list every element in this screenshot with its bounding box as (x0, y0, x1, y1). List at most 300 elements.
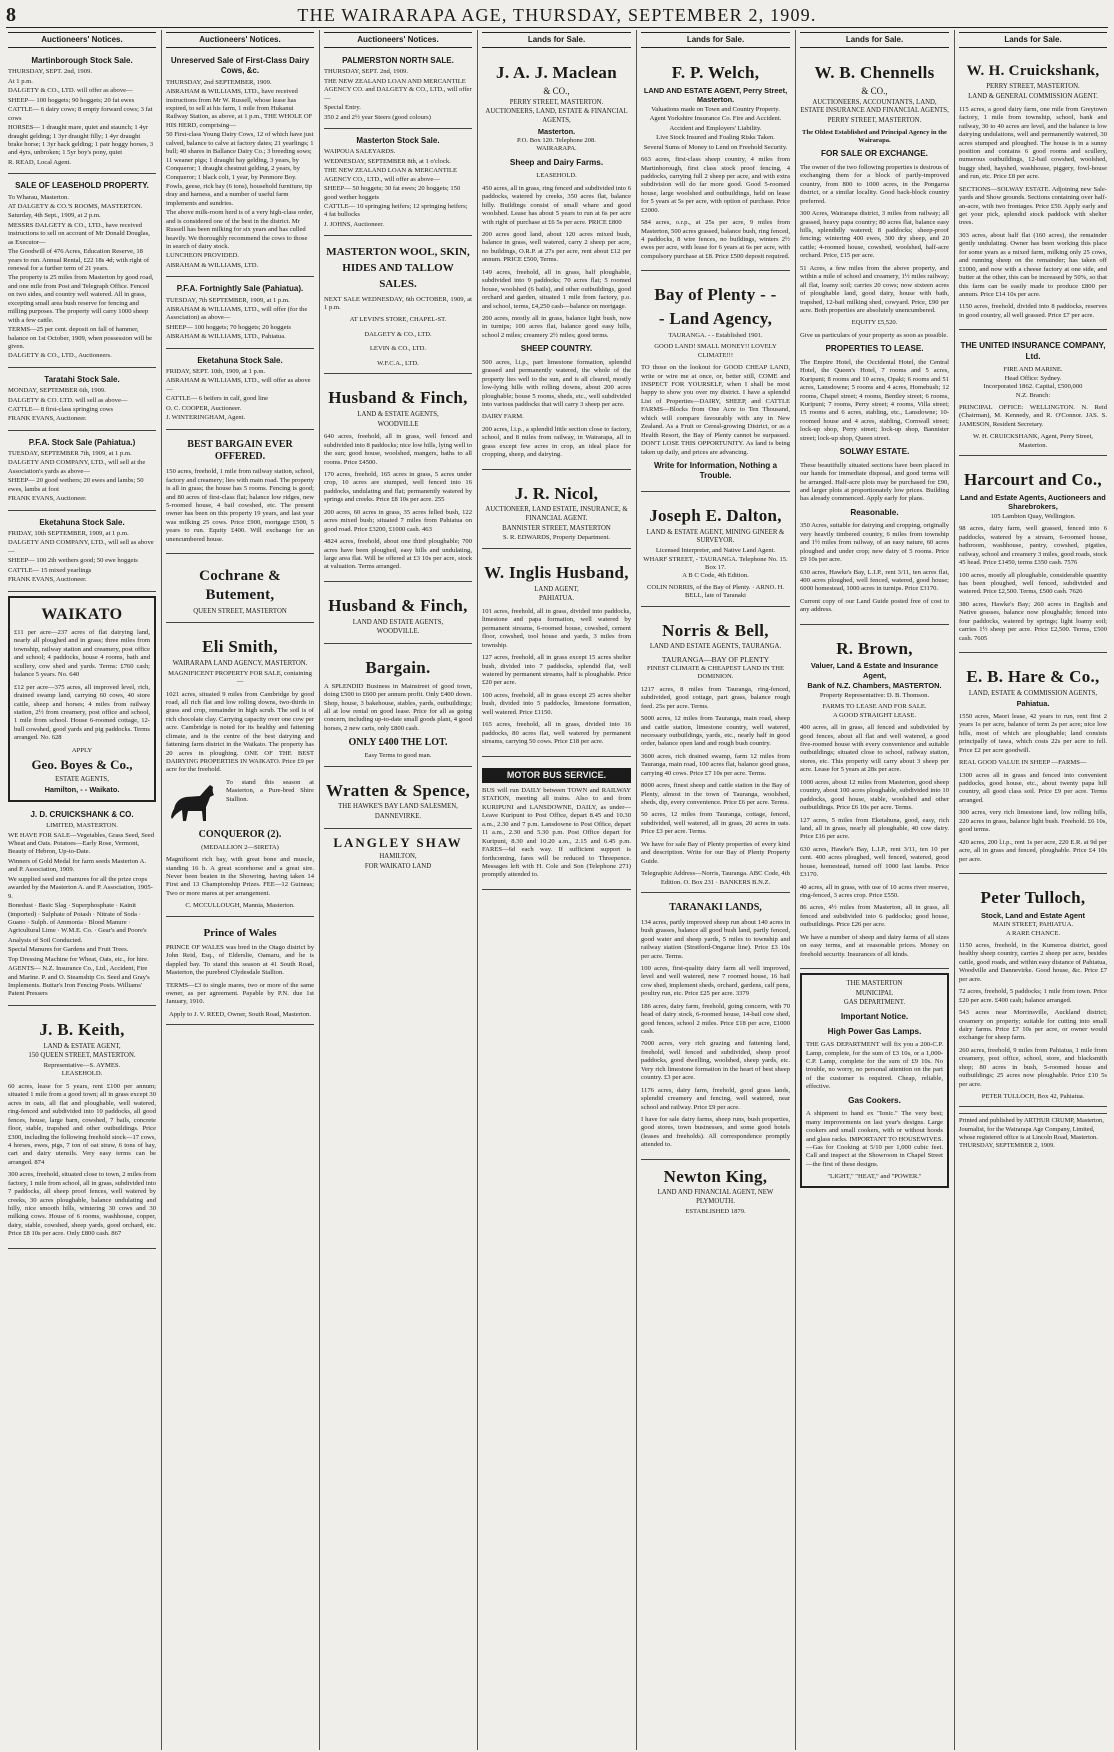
tulloch-ad (959, 877, 1107, 1108)
cruickshank-title: W. H. Cruickshank, (966, 63, 1100, 80)
property-listing: 350 Acres, suitable for dairying and cropping, originally very heavily timbered country, 6 miles from township and 1½ miles from railway, of an easy nature, 60 acres ploughed and under crop; new dairy of 5 rooms. Price £9 10s per acre. (800, 522, 949, 564)
auction-notice-line: MONDAY, SEPTEMBER 6th, 1909. (8, 387, 106, 395)
inglis-sub: LAND AGENT, (534, 585, 579, 593)
gas-head: THE MASTERTON (846, 980, 903, 988)
gas-text: THE GAS DEPARTMENT will fix you a 200-C.P. Lamp, complete, for the sum of £3 10s, or a 1,000-C.P. Lamp, complete for the sum of £9 10s. No trouble, no worry, no personal attention on the part of the customer is required. Cheap, reliable, effective. (806, 1041, 943, 1091)
prince-head: Prince of Wales (203, 926, 277, 939)
property-listing: 1150 acres, freehold, divided into 8 paddocks, reserves in good country, all well grassed. Price £7 per acre. (959, 303, 1107, 319)
waikato-firm-sub: ESTATE AGENTS, (55, 775, 109, 783)
langley-place: FOR WAIKATO LAND (364, 862, 432, 870)
auction-notice-line: FRIDAY, 10th SEPTEMBER, 1909, at 1 p.m. (8, 529, 129, 537)
wool-head-2: HIDES AND TALLOW (342, 262, 454, 275)
welch-service-line: Several Sums of Money to Lend on Freehold Security. (643, 143, 788, 151)
unreserved-line: ABRAHAM & WILLIAMS, LTD. (166, 261, 259, 269)
norris-bell-tag-2: FINEST CLIMATE & CHEAPEST LAND IN THE DOMINION. (646, 664, 784, 681)
chennells-section-4: Reasonable. (850, 507, 899, 517)
newspaper-title: THE WAIRARAPA AGE, THURSDAY, SEPTEMBER 2, 1909. (297, 4, 817, 25)
property-listing: 165 acres, freehold, all in grass, divided into 16 paddocks, 80 acres flat, well watered by permanent streams, carrying 50 cows. Price £18 per acre. (482, 721, 631, 746)
wratten-place: DANNEVIRKE. (374, 812, 422, 820)
keith-rep: Representative—S. AYMES. (43, 1062, 121, 1070)
bay-of-plenty-ad (641, 274, 790, 492)
property-listing: 303 acres, about half flat (160 acres), the remainder gently undulating. Owner has been working this place for some years as a mixed farm, milking only 25 cows, and running sheep on the remainder; has taken off £1000, and now with a cheese factory at one side, and butter at the other, this can be increased by 50%, so that this farm can be easily made to produce £800 per annum. Price £14 10s per acre. (959, 231, 1107, 298)
united-title: THE UNITED INSURANCE COMPANY, Ltd. (960, 341, 1106, 361)
keith-label: LEASEHOLD. (61, 1070, 103, 1078)
property-listing: 200 acres, l.i.p., a splendid little section close to factory, school, and 8 miles from railway, in Wairarapa, all in grass except few acres in crop, an ideal place for cropping, sheep, and dairying. (482, 425, 631, 459)
tulloch-place: MAIN STREET, PAHIATUA. (992, 921, 1074, 929)
property-listing: 7000 acres, very rich grazing and fattening land, freehold, well fenced and subdivided, sheep proof paddocks, good dwelling, woolshed, sheep yards, etc. Very rich limestone formation in the heart of best sheep country. £3 per acre. (641, 1040, 790, 1082)
palmerston-line: THE NEW ZEALAND LOAN AND MERCANTILE AGENCY CO. and DALGETY & CO., LTD., will offer— (324, 77, 472, 102)
wratten-ad (324, 770, 472, 829)
palmerston-line: THURSDAY, SEPT. 2nd, 1909. (324, 68, 408, 76)
auction-notice (8, 514, 156, 592)
seed-ad-line: Bonedust · Basic Slag · Superphosphate · Kainit (imported) · Sulphate of Potash · Nitrate of Soda · Guano · Sulph. of Ammonia · Blood Manure · Agricultural Lime · W.M.E. Co. · Gear's and Poore's (8, 902, 147, 935)
property-listing: 40 acres, all in grass, with use of 10 acres river reserve, ring-fenced, 3 acres crop. Price £550. (800, 883, 949, 900)
langley-sub: HAMILTON, (379, 853, 417, 861)
section-header: Auctioneers' Notices. (324, 32, 472, 48)
property-listing: 1150 acres, freehold, in the Kumeroa district, good healthy sheep country, carries 2 sheep per acre, besides cattle, good roads, and within easy distance of Pahiatua, Woodville and Dannevirke. Good house, &c. Price £7 per acre. (959, 942, 1107, 983)
auction-notice-line: THURSDAY, SEPT. 2nd, 1909. (8, 68, 92, 76)
seed-ad-sub: LIMITED, MASTERTON. (46, 822, 118, 830)
maclean-title-2: & CO., (543, 85, 570, 96)
property-listing: 450 acres, all in grass, ring fenced and subdivided into 6 paddocks, watered by creeks, 350 acres flat, balance hilly. Buildings consist of small whare and good woolshed. Lease has about 5 years to run at 6s per acre with right of purchase at £6 5s per acre. PRICE £800 (482, 184, 631, 226)
eketahuna-line: FRIDAY, SEPT. 10th, 1909, at 1 p.m. (166, 367, 266, 375)
auction-notice (8, 52, 156, 174)
keith-listing: 60 acres, lease for 5 years, rent £100 per annum; situated 1 mile from a good town; all in grass except 30 acres in oats, all flat and ploughable, well watered, ring-fenced and subdivided into 10 paddocks, all good fences, house, large barn, cowshed, 7 bails, concrete floor, stable, trapshed and other outbuildings. Price £300, including the following freehold stock—17 cows, 4 horses, ewes, pigs, 7 ton of oat straw, 6 tons of hay, cart and dairy utensils. Very easy terms can be arranged. 874 (8, 1082, 156, 1166)
united-incorporated: Incorporated 1862. Capital, £500,000 (983, 383, 1083, 391)
property-listing: 630 acres, Hawke's Bay, L.I.P., rent 3/11, ten acres flat, 400 acres ploughed, well fenced, watered, good house; 6000 homestead, 1000 acres in turnips. Price £3170. (800, 568, 949, 593)
auction-notice-head: Martinborough Stock Sale. (31, 56, 133, 66)
maclean-place: Masterton. (537, 126, 576, 136)
section-header: Lands for Sale. (959, 32, 1107, 48)
auction-notice-head: P.F.A. Stock Sale (Pahiatua.) (28, 437, 136, 447)
imprint-text: Printed and published by ARTHUR CRUMP, Masterton, Journalist, for the Wairarapa Age Company, Limited, whose registered office is at Lincoln Road, Masterton. (959, 1117, 1104, 1141)
property-listing: 100 acres, first-quality dairy farm all well improved, level and well watered, new 7 roomed house, 16 bail cow shed, implement sheds, orchard, gardens, calf pens, poultry run, etc. Price £25 per acre. 3379 (641, 964, 790, 998)
bop-title: Bay of Plenty - - (654, 285, 777, 305)
property-listing: 630 acres, Hawke's Bay, L.I.P., rent 3/11, ten 10 per cent. 400 acres ploughed, well fenced, watered, good house, homestead, turned off 1000 last lambs. Price £3170. (800, 845, 949, 879)
seed-ad-line: AGENTS— N.Z. Insurance Co., Ltd., Accident, Fire and Marine. P. and O. Steamship Co. Seed and Gray's Implements. Buttar's Iron Fencing Posts. Williams' Patent Pressers (8, 965, 150, 998)
chennells-title-2: & CO., (861, 85, 888, 96)
horse-owner: C. MCCULLOUGH, Mannia, Masterton. (185, 902, 295, 910)
wool-firm: LEVIN & CO., LTD. (369, 345, 427, 353)
palmerston-ad (324, 52, 472, 129)
seed-ad-line: WE HAVE FOR SALE—Vegetables, Grass Seed, Seed Wheat and Oats. Potatoes—Early Rose, Vermont, Beauty of Hebron, Up-to-Date. (8, 831, 155, 856)
bop-text: TO those on the lookout for GOOD CHEAP LAND, write or wire me at once, or, better still, COME and INSPECT FOR YOURSELF, when I shall be most happy to show you over my district. I have a splendid List of Properties—DAIRY, SHEEP, and CATTLE FARMS—Blocks from One Acre to Ten Thousand, which will compare favourably with any in New Zealand. As a Fruit or Cereal-growing District, or as a Health Resort, the Bay of Plenty cannot be surpassed. DON'T LOSE THIS OPPORTUNITY. As land is being taken up daily, and prices are advancing. (641, 364, 790, 456)
property-listing: 51 Acres, a few miles from the above property, and within a mile of school and creamery, 1½ miles railway; all flat, loamy soil; carries 20 cows; now sixteen acres of ploughable land, good dairy, house with bath, trapshed, 12-bail milking shed, cowyard. Price, £90 per acre. Both properties are absolutely unencumbered. (800, 264, 949, 314)
horse-caption: To stand this season at Masterton, a Pure-bred Shire Stallion. (226, 778, 314, 803)
eli-smith-sub: WAIRARAPA LAND AGENCY, MASTERTON. (172, 659, 308, 667)
property-listing: 663 acres, first-class sheep country, 4 miles from Martinborough, first class stock proof fencing, 4 paddocks, carrying full 2 sheep per acre, and with extra subdivision will do far more good. Good 5-roomed house, large woolshed and outbuildings, held on lease for 5 years at 5s per acre, with option of purchase. Price £2000. (641, 156, 790, 214)
keith-ad (8, 1009, 156, 1249)
auction-notice-line: R. READ, Local Agent. (8, 158, 71, 166)
horse-name: CONQUEROR (2). (198, 828, 282, 840)
seed-ad-line: Analysis of Soil Conducted. (8, 936, 83, 944)
auction-notice-line: SHEEP— 100 2th wethers good; 50 ewe hoggets (8, 557, 138, 565)
section-header: Lands for Sale. (482, 32, 631, 48)
hare-place: Pahiatua. (1016, 699, 1050, 709)
prince-text: PRINCE OF WALES was bred in the Otago district by John Reid, Esq., of Elderslie, Oamaru, and he is dappled bay. To stand this season at 41 South Road, Masterton, the purebred Clydesdale Stallion. (166, 943, 314, 977)
husband-finch-title: Husband & Finch, (328, 595, 468, 615)
auction-notice-line: The Goodwill of 476 Acres, Education Reserve, 18 years to run. Annual Rental, £22 18s 4d; with right of renewal for a further term of 21 years. (8, 248, 150, 273)
page-number: 8 (6, 3, 16, 26)
wool-next-sale: NEXT SALE WEDNESDAY, 6th OCTOBER, 1909, at 1 p.m. (324, 295, 472, 311)
property-listing: SECTIONS—SOLWAY ESTATE. Adjoining new Sale-yards and Show grounds. Sections containing over half-an-acre, with two frontages. Price £50. Apply early and get your pick, splendid stock paddock with shelter trees. (959, 185, 1107, 227)
hare-title: E. B. Hare & Co., (966, 667, 1100, 687)
pfa-line: TUESDAY, 7th SEPTEMBER, 1909, at 1 p.m. (166, 296, 290, 304)
column-5 (637, 30, 794, 1750)
taranaki-ad (641, 896, 790, 1160)
newton-sub: LAND AND FINANCIAL AGENT, NEW PLYMOUTH. (657, 1189, 774, 1206)
dalton-note: Licensed Interpreter, and Native Land Agent. (655, 547, 776, 555)
welch-ad (641, 52, 790, 271)
auction-notice-line: The property is 25 miles from Masterton by good road, and one mile from Post and Telegraph Office. Fenced on two sides, and country well watered. All in grass, excepting small area bush reserve for fencing and milling purposes. The property will carry 1000 sheep with a few cattle. (8, 274, 154, 324)
column-4 (478, 30, 635, 1750)
eli-smith-label: MAGNIFICENT PROPERTY FOR SALE, containing— (168, 669, 312, 686)
eli-smith-ad (166, 626, 314, 917)
brown-title: R. Brown, (836, 638, 913, 658)
bargain-text: A SPLENDID Business in Mainstreet of good town, doing £500 to £600 per annum profit. Only £400 down. Shop, house, 3 bakehouse, stables, yards, outbuildings; all at low rental on good lease. Price for all as going concern, including up-to-date small goods plant, 4 good horses, 2 new carts, only £800 cash. (324, 682, 472, 732)
husband-finch-title: Husband & Finch, (328, 388, 468, 408)
waikato-title: WAIKATO (41, 605, 123, 623)
property-listing: 100 acres, mostly all ploughable, considerable quantity has been ploughed, well fenced, subdivided and watered. Price £2,500. Terms, £500 cash. 7626 (959, 571, 1107, 596)
waikato-firm: Geo. Boyes & Co., (31, 757, 133, 773)
norris-bell-sub: LAND AND ESTATE AGENTS, TAURANGA. (649, 643, 782, 651)
cruickshank-sub-2: LAND & GENERAL COMMISSION AGENT. (968, 93, 1098, 101)
hare-ad (959, 656, 1107, 874)
welch-service-line: Valuations made on Town and Country Property. (651, 105, 780, 113)
welch-sub: LAND AND ESTATE AGENT, Perry Street, Masterton. (643, 85, 788, 105)
property-listing: 134 acres, partly improved sheep run about 140 acres in bush grasses, balance all good bush land, partly fenced, good water and sheep yards, 5 miles to township and railway station (Stratford-Ongarue line). Price £3 10s per acre. Terms. (641, 918, 790, 960)
masterton-stock-line: CATTLE— 10 springing heifers; 12 springing heifers; 4 fat bullocks (324, 202, 468, 219)
unreserved-head: Unreserved Sale of First-Class Dairy Cows, &c. (170, 56, 310, 76)
brown-sub-2: Bank of N.Z. Chambers, MASTERTON. (807, 681, 942, 691)
property-listing: 170 acres, freehold, 165 acres in grass, 5 acres under crop, 10 acres are stumped, well fenced into 16 paddocks, undulating and flat; permanently watered by springs and creeks. Price £8 10s per acre. 255 (324, 471, 472, 504)
property-listing: 4824 acres, freehold, about one third ploughable; 700 acres have been ploughed, easy hills and undulating, large area flat. Will be offered at £3 10s per acre, stock at valuation. Terms arranged. (324, 538, 472, 571)
unreserved-line: 50 First-class Young Dairy Cows, 12 of which have just calved, balance to calve at factory dates; 21 yearlings; 1 bull; 40 shares in Ballance Dairy Co.; 3 breeding sows; 11 weaner pigs; 1 draught bay gelding, 3 years, by Conqueror; 1 draught chestnut gelding, 2 years, by Conqueror; 1 black colt, 1 year, by Penmore Boy. (166, 131, 314, 181)
prince-terms: TERMS—£3 to single mares, two or more of the same owner, as per agreement. Payable by P.N. due 1st January, 1910. (166, 981, 314, 1006)
wool-head-3: SALES. (379, 278, 417, 291)
nicol-ad (482, 473, 631, 549)
dalton-code: A B C Code, 4th Edition. (682, 572, 749, 580)
newton-title: Newton King, (663, 1166, 768, 1186)
auction-notice-line: DALGETY AND COMPANY, LTD., will sell at the Association's yards as above— (8, 459, 146, 475)
masterton-stock-head: Masterton Stock Sale. (356, 136, 440, 146)
norris-bell-note: We have for sale Bay of Plenty properties of every kind and description. Write for our Bay of Plenty Property Guide. (641, 840, 790, 865)
horse-text: Magnificent rich bay, with great bone and muscle, standing 16 h. A great scorehorse and a great sire. Never been beaten in the Showring, having taken 14 First and 13 Championship Prizes. FEE—12 Guineas; Two or more mares at per arrangement. (166, 856, 314, 897)
tulloch-sub: Stock, Land and Estate Agent (980, 910, 1086, 920)
seed-ad-line: Special Manures for Gardens and Fruit Trees. (8, 946, 129, 954)
section-header: Lands for Sale. (800, 32, 949, 48)
chennells-ad (800, 52, 949, 624)
pfa-fortnightly-ad (166, 280, 314, 348)
seed-ad-line: Top Dressing Machine for Wheat, Oats, etc., for hire. (8, 955, 149, 963)
nicol-place: BANNISTER STREET, MASTERTON (502, 524, 611, 532)
keith-listing: 300 acres, freehold, situated close to town, 2 miles from factory, 1 mile from school, all in grass, subdivided into 7 paddocks, all sheep proof fences, well watered by creeks, 30 acres ploughable, balance undulating and hilly, nice smooth hills, wintering 30 cows and 30 milking cows. House of 6 rooms, washhouse, copper, dairy, stable, cowshed, sheep yards, good orchard, etc. Price £8 10s per acre. Only £800 cash. 867 (8, 1171, 156, 1238)
section-header: Lands for Sale. (641, 32, 790, 48)
cruickshank-sub: PERRY STREET, MASTERTON. (986, 83, 1080, 91)
nicol-note: S. R. EDWARDS, Property Department. (503, 534, 610, 542)
welch-service-line: Live Stock Insured and Foaling Risks Taken. (656, 134, 775, 142)
best-bargain-head: BEST BARGAIN EVER OFFERED. (187, 438, 293, 463)
section-header: Auctioneers' Notices. (8, 32, 156, 48)
palmerston-line: 350 2 and 2½ year Steers (good colours) (324, 113, 431, 121)
auction-notice-line: DALGETY & CO., LTD., Auctioneers. (8, 352, 112, 360)
property-listing: 115 acres, a good dairy farm, one mile from Greytown factory, 1 mile from township, school, bank and railway, 30 to 40 acres are level, and the balance is low dairying undulations, well and permanently watered, 30 acres stumped and ploughed. The house is in a sunny position and contains 6 good rooms and scullery, numerous outbuildings, 12-bail cowshed, woolshed, buggy shed, hayshed, washhouse, piggery, fowl-house and run, etc. Price £8 per acre. (959, 105, 1107, 181)
auction-notice-line: CATTLE— 6 dairy cows; 8 empty forward cows; 3 fat cows (8, 106, 153, 122)
masterton-stock-line: THE NEW ZEALAND LOAN & MERCANTILE AGENCY CO., LTD., will offer as above— (324, 167, 458, 183)
gas-head-3: GAS DEPARTMENT. (843, 999, 906, 1007)
property-listing: REAL GOOD VALUE IN SHEEP —FARMS— (959, 759, 1087, 767)
property-listing: 1176 acres, dairy farm, freehold, good grass lands, splendid creamery and fencing, well watered, near school and railway. Price £9 per acre. (641, 1086, 790, 1111)
chennells-text: The owner of the two following properties is desirous of exchanging them for a block of partly-improved country, from 800 to 1000 acres, in the Pongaroa district, or a similar locality. Good back-block country preferred. (800, 163, 949, 205)
chennells-solway: These beautifully situated sections have been placed in our hands for immediate disposal, and good terms will be arranged. Half-acre plots may be purchased for £90, and larger plots at proportionately low prices. Building has already commenced. Apply early for plans. (800, 461, 949, 503)
masthead (6, 4, 1108, 28)
auction-notice (8, 434, 156, 511)
welch-service-line: Agent Yorkshire Insurance Co. Fire and Accident. (649, 115, 782, 123)
chennells-equity: EQUITY £5,520. (851, 319, 898, 327)
chennells-sub: AUCTIONEERS, ACCOUNTANTS, LAND, ESTATE INSURANCE AND FINANCIAL AGENTS, (800, 98, 949, 115)
motor-bus-ad (482, 760, 631, 890)
auction-notice-line: To Wharau, Masterton. (8, 193, 69, 201)
eketahuna-line: CATTLE— 6 heifers in calf, good line (166, 395, 268, 403)
property-listing: 543 acres near Morrinsville, Auckland district; creamery on property; suitable for cutting into small dairy farms. Price £7 10s per acre, or owner would exchange for sheep farm. (959, 1009, 1107, 1042)
palmerston-head: PALMERSTON NORTH SALE. (342, 56, 454, 66)
harcourt-place: 105 Lambton Quay, Wellington. (990, 512, 1076, 520)
chennells-note-2: Current copy of our Land Guide posted free of cost to any address. (800, 597, 949, 614)
cochrane-sub: QUEEN STREET, MASTERTON (193, 607, 287, 615)
brown-tag: FARMS TO LEASE AND FOR SALE. (822, 703, 927, 711)
bop-title-2: - Land Agency, (658, 309, 773, 329)
horse-pedigree: (MEDALLION 2—SIRETA) (201, 843, 279, 851)
welch-title: F. P. Welch, (671, 63, 760, 83)
eketahuna-ad (166, 352, 314, 430)
auction-notice-line: TUESDAY, SEPTEMBER 7th, 1909, at 1 p.m. (8, 450, 132, 458)
maclean-label: LEASEHOLD. (536, 172, 577, 180)
united-agent: W. H. CRUICKSHANK, Agent, Perry Street, Masterton. (973, 433, 1093, 449)
united-head-office: Head Office: Sydney. (1004, 374, 1062, 382)
property-listing: 1000 acres, about 12 miles from Masterton, good sheep country, about 100 acres ploughable, subdivided into 10 paddocks, good house, stable, woolshed and other outbuildings. Price £6 10s per acre. Terms. (800, 778, 949, 812)
property-listing: 300 Acres, Wairarapa district, 3 miles from railway; all grassed, heavy papa country; 80 acres flat, balance easy hills, splendidly watered; 8 paddocks; sheep-proof fencing; wintering 400 ewes, 300 dry sheep, and 20 cattle; 4-roomed house, cowshed, woolshed, half-acre orchard. Price, £15 per acre. (800, 210, 949, 260)
eketahuna-line: ABRAHAM & WILLIAMS, LTD., will offer as above— (166, 377, 311, 393)
palmerston-line: Special Entry. (324, 104, 361, 112)
wool-sales-ad (324, 239, 472, 374)
bop-tag: GOOD LAND! SMALL MONEY!! LOVELY CLIMATE!!! (654, 343, 777, 359)
auction-notice-line: DALGETY & CO. LTD. will sell as above— (8, 396, 128, 404)
unreserved-line: THURSDAY, 2nd SEPTEMBER, 1909. (166, 78, 272, 86)
property-listing: 640 acres, freehold, all in grass, well fenced and subdivided into 8 paddocks; nice low hills, lying well to the sun; good house, woolshed, mangers, baths to all rooms. Price £4500. (324, 433, 472, 466)
property-listing: 100 acres, freehold, all in grass except 25 acres shelter bush, divided into 5 paddocks, limestone formation, well watered. Price £1150. (482, 691, 631, 716)
tulloch-title: Peter Tulloch, (980, 887, 1086, 907)
masterton-stock-line: WEDNESDAY, SEPTEMBER 8th, at 1 o'clock. (324, 157, 451, 165)
imprint (959, 1113, 1107, 1150)
auction-notice-line: TERMS—25 per cent. deposit on fall of hammer, balance on 1st October, 1909, when possession will be given. (8, 326, 153, 350)
property-listing: 260 acres, freehold, 9 miles from Pahiatua, 1 mile from creamery, post office, school, store, and blacksmith shop; 80 acres in bush, 5-roomed house and outbuildings; 25 acres now ploughable. Price £10 5s per acre. (959, 1046, 1107, 1088)
chennells-tag: The Oldest Established and Principal Agency in the Wairarapa. (802, 128, 947, 144)
brown-note: We have a number of sheep and dairy farms of all sizes on easy terms, and at reasonable prices. Money on freehold security. Insurances of all kinds. (800, 933, 949, 958)
auction-notice-line: DALGETY AND COMPANY, LTD., will sell as above— (8, 539, 154, 555)
dalton-title: Joseph E. Dalton, (649, 505, 782, 525)
property-listing: 584 acres, o.r.p., at 25s per acre, 9 miles from Masterton, 500 acres grassed, balance bush, ring fenced, 4 paddocks, 8 wire fences, no buildings, winters 2½ ewes per acre, with lease for 6 years at 6s per acre, with compulsory purchase at £8. Price £500 deposit required. (641, 219, 790, 260)
property-listing: 3600 acres, rich drained swamp, farm 12 miles from Tauranga, main road, 100 acres flat, balance good grass, carrying 40 cows. Price £7 10s per acre. Terms. (641, 752, 790, 777)
masterton-stock-line: SHEEP— 50 hoggets; 30 fat ewes; 20 hoggets; 150 good wether hoggets (324, 185, 461, 201)
gas-text-2: A shipment to hand ex "Ionic." The very best; many improvements on last year's designs. Large cookers and small cookers, with or without hoods and glass racks. IMPORTANT TO HOUSEWIVES.—Gas for Cooking at 5/10 per 1,000 cubic feet. Call and inspect at the Showroom in Chapel Street—the first of these designs. (806, 1110, 943, 1168)
prince-of-wales-ad (166, 920, 314, 1026)
husband-finch-sub: LAND AND ESTATE AGENTS, (352, 618, 444, 626)
prince-owner: Apply to J. V. REED, Owner, South Road, Masterton. (169, 1010, 311, 1018)
hare-sub: LAND, ESTATE & COMMISSION AGENTS, (968, 689, 1098, 697)
tulloch-tag: A RARE CHANCE. (1005, 929, 1061, 937)
auction-notice-head: SALE OF LEASEHOLD PROPERTY. (15, 181, 149, 191)
auction-notice (8, 177, 156, 368)
maclean-place-2: WAIRARAPA. (536, 145, 577, 153)
pfa-line: ABRAHAM & WILLIAMS, LTD., will offer (for the Association) as above— (166, 306, 308, 322)
brown-tag-2: A GOOD STRAIGHT LEASE. (832, 711, 917, 719)
property-listing: 101 acres, freehold, all in grass, divided into paddocks, limestone and papa formation, well watered by permanent streams, 6-roomed house, cowshed, cement floor, cowshed, tool house and yards, 3 miles from township. (482, 607, 631, 649)
cruickshank-ad (959, 52, 1107, 330)
auction-notice-line: At 1 p.m. (8, 77, 33, 85)
masterton-stock-ad (324, 132, 472, 236)
gas-label: Important Notice. (840, 1012, 909, 1022)
wool-head-1: MASTERTON WOOL, SKIN, (326, 246, 470, 259)
taranaki-head: TARANAKI LANDS, (669, 901, 762, 913)
auction-notice-line: FRANK EVANS, Auctioneer. (8, 576, 87, 584)
property-listing: 149 acres, freehold, all in grass, half ploughable, subdivided into 9 paddocks; 70 acres flat; 5 roomed house, woolshed (6 bails), and other outbuildings, good orchard and garden, situated 1 mile from factory, p.o. and school, terms, £4,250 cash—balance on mortgage. (482, 268, 631, 310)
norris-bell-title: Norris & Bell, (662, 620, 769, 640)
property-listing: 186 acres, dairy farm, freehold, going concern, with 70 head of dairy stock, 6-roomed house, 14-bail cow shed, good fences, school 2 miles. Price £18 per acre, £1000 cash. (641, 1002, 790, 1035)
nicol-title: J. R. Nicol, (514, 483, 599, 503)
property-listing: 98 acres, dairy farm, well grassed, fenced into 6 paddocks, watered by a stream, 6-roomed house, bathroom, washhouse, pantry, cowshed, pigsties, railway, school and creamery 3 miles, good roads, stock 45 head. Price £1450, terms £350 cash. 7576 (959, 525, 1107, 567)
bargain-price: ONLY £400 THE LOT. (348, 737, 448, 749)
maclean-sub: PERRY STREET, MASTERTON. (509, 98, 604, 106)
chennells-section: FOR SALE OR EXCHANGE. (821, 149, 928, 159)
wool-firm: W.F.C.A., LTD. (377, 359, 419, 367)
waikato-ad (8, 596, 156, 802)
property-listing: 380 acres, Hawke's Bay; 260 acres in English and Native grasses, balance now ploughable; fenced into four paddocks, watered by springs; light loamy soil; carries 1½ sheep per acre. Price £2,500. Terms, £500 cash. 7605 (959, 600, 1107, 642)
property-listing: 50 acres, 12 miles from Tauranga, cottage, fenced, subdivided, well watered, all in grass, 20 acres in oats. Price £3 per acre. Terms. (641, 811, 790, 836)
cochrane-ad (166, 557, 314, 623)
wratten-title: Wratten & Spence, (325, 780, 471, 800)
keith-address: 150 QUEEN STREET, MASTERTON. (28, 1052, 136, 1060)
property-listing: 72 acres, freehold, 5 paddocks; 1 mile from town. Price £20 per acre. £400 cash; balance arranged. (959, 988, 1107, 1004)
dalton-address: WHARF STREET, - TAURANGA. Telephone No. 15. Box 17. (643, 555, 788, 571)
norris-bell-contact: Telegraphic Address—Norris, Tauranga. ABC Code, 4th Edition. O. Box 231 · BANKERS B.N.Z. (641, 870, 790, 886)
keith-sub: LAND & ESTATE AGENT, (43, 1042, 121, 1050)
gas-department-ad (800, 973, 949, 1188)
husband-finch-place: WOODVILLE (377, 420, 419, 428)
motor-bus-text: BUS will run DAILY between TOWN and RAILWAY STATION, meeting all trains. Also to and from KURIPUNI and LANSDOWNE, DAILY, as under—Leave Kuripuni to Post Office, depart 8.45 and 10.30 a.m., 2.30 and 7 p.m. Lansdowne to Post Office, depart 11 a.m., 2.30 and 5.30 p.m. Post Office depart for Kuripuni, 8.30 and 10.20 a.m., 2.15 and 6.45 p.m. FARES—6d each way. If sufficient support is forthcoming, fares will be reduced to Threepence. Messages left with H. Cole and Son (Telephone 271) promptly attended to. (482, 787, 631, 879)
unreserved-line: Fowls, geese, rick bay (6 tons), household furniture, tip dray and harness, and a number of useful farm implements and sundries. (166, 182, 313, 207)
bargain-title: Bargain. (365, 657, 431, 677)
united-branch: N.Z. Branch: (1015, 391, 1051, 399)
nicol-sub: AUCTIONEER, LAND ESTATE, INSURANCE, & FINANCIAL AGENT. (485, 506, 628, 523)
seed-ad-line: We supplied seed and manures for all the prize crops awarded by the Masterton A. and P. Association, 1905-9. (8, 875, 153, 900)
harcourt-ad (959, 459, 1107, 653)
united-sub: FIRE AND MARINE. (1003, 366, 1063, 374)
property-listing: 86 acres, 4½ miles from Masterton, all in grass, all fenced and subdivided into 6 paddocks; good house, outbuildings. Price £26 per acre. (800, 904, 949, 929)
husband-finch-ad (324, 377, 472, 582)
cruickshank-seed-ad (8, 806, 156, 1006)
gas-label-2: High Power Gas Lamps. (827, 1026, 922, 1036)
waikato-apply: APPLY (71, 746, 93, 754)
property-listing: 500 acres, l.i.p., part limestone formation, splendid grassed and permanently watered, the whole of the property lies well to the sun, and is all cleared, mostly low-lying hills with rolling downs, about 200 acres ploughable; house 5 rooms, sheds, etc., well subdivided into various paddocks that will carry 3 sheep per acre. (482, 358, 631, 408)
auction-notice-line: HORSES— 1 draught mare, quiet and staunch; 1 4yr draught gelding; 1 3yr draught filly; 1 4yr draught brake horse; 1 3yr hack gelding; 1 pair hoggy horses, 3 and 4yrs, unbroken; 1 5yr boy's pony, quiet (8, 124, 154, 157)
taranaki-note: I have for sale dairy farms, sheep runs, bush properties, good stores, town businesses, and some good hotels (leases and freeholds). All correspondence promptly attended to. (641, 1115, 790, 1149)
maclean-sub-2: AUCTIONEERS, LAND, ESTATE & FINANCIAL AGENTS, (485, 108, 628, 124)
best-bargain-text: 150 acres, freehold, 1 mile from railway station, school, factory and creamery; lies with main road. The property is all in grass; the house has 5 rooms. Fencing is good; and 80 acres of first-class flat; balance low ridges, new 5-roomed house, 4 bail cowshed, etc. The present owner has been on this property 19 years, and last year was milking 25 cows. Price £900, mortgage £500, 5 years to run. Equity £400. Will exchange for an unencumbered house. (166, 468, 314, 543)
horse-illustration (166, 779, 222, 827)
keith-title: J. B. Keith, (39, 1019, 125, 1039)
chennells-section-3: SOLWAY ESTATE. (839, 447, 910, 457)
dalton-names: COLIN NORRIS, of the Bay of Plenty. · ARNO. H. BELL, late of Taranaki (646, 583, 785, 600)
bop-cta: Write for Information, Nothing a Trouble. (653, 460, 778, 481)
property-listing: 5000 acres, 12 miles from Tauranga, main road, sheep and cattle station, limestone country, well watered, necessary outbuildings, yards, etc., nearly half in good order, balance open land and rough bush country. (641, 715, 790, 748)
united-insurance-ad (959, 333, 1107, 456)
brown-sub: Valuer, Land & Estate and Insurance Agent, (810, 661, 939, 680)
auction-notices (8, 52, 156, 591)
newton-est: ESTABLISHED 1879. (685, 1207, 746, 1215)
property-listing: 127 acres, 5 miles from Eketahuna, good, easy, rich land, all in grass, nearly all ploughable, 40 cow dairy. Price £16 per acre. (800, 816, 949, 841)
norris-bell-tag: TAURANGA—BAY OF PLENTY (661, 655, 770, 665)
chennells-note: Give us particulars of your property as soon as possible. (800, 331, 948, 339)
wool-firm: DALGETY & CO., LTD. (364, 330, 432, 338)
maclean-section: Sheep and Dairy Farms. (509, 157, 604, 167)
welch-service-line: Accident and Employers' Liability. (669, 124, 762, 132)
husband-finch-ad-2 (324, 585, 472, 644)
chennells-place: PERRY STREET, MASTERTON. (827, 116, 922, 124)
inglis-title: W. Inglis Husband, (484, 562, 629, 582)
property-listing: 420 acres, 200 l.i.p., rent 1s per acre, 220 E.R. at 9d per acre, all in grass and fenced, ploughable. Price £4 10s per acre. (959, 838, 1107, 863)
auction-notice-line: FRANK EVANS, Auctioneer. (8, 495, 87, 503)
column-7 (955, 30, 1111, 1750)
husband-finch-sub: LAND & ESTATE AGENTS, (357, 410, 439, 418)
masterton-stock-line: WAIPOUA SALEYARDS. (324, 148, 396, 156)
eli-smith-title: Eli Smith, (202, 637, 278, 657)
maclean-title: J. A. J. Maclean (496, 63, 617, 83)
property-listing: 200 acres good land, about 120 acres mixed bush, balance in grass, well watered, carry 2 sheep per acre, no buildings, O.R.P. at 27s per acre, rent about £12 per annum. PRICE £500, Terms. (482, 231, 631, 264)
property-listing: 8000 acres, finest sheep and cattle station in the Bay of Plenty, almost in the town of Tauranga, woolshed, sheds, dip, every convenience. Price £6 per acre. Terms. (641, 782, 790, 807)
chennells-lease: The Empire Hotel, the Occidental Hotel, the Central Hotel, the Queen's Hotel, 7 rooms and 5 acres, Kuripuni; 8 rooms and 10 acres, Opaki; 6 rooms and 51 acres, Lansdowne; 5 rooms and 4 acres, Homebush; 12 rooms, Chapel street; 4 rooms, Bentley street; 6 rooms, Kuripuni; 7 rooms, Perry street; 4 rooms, Villa street; 15 rooms and 6 acres, stabling, etc., Lansdowne; 10-roomed house and 4 acres, stabling, Cornwall street; lock-up shop, Perry street; lock-up shop, Bannister street; lock-up shop, Queen street. (800, 358, 949, 442)
wratten-sub: THE HAWKE'S BAY LAND SALESMEN, (338, 803, 458, 811)
eketahuna-head: Eketahuna Stock Sale. (197, 355, 283, 365)
column-1 (4, 30, 160, 1750)
langley-title: LANGLEY SHAW (333, 834, 463, 850)
waikato-item: £12 per acre—375 acres, all improved level, rich, drained swamp land, carrying 60 cows, 40 store cattle, sheep and horses; 4 miles from railway station, 2½ from creamery, post office and school, 1 mile from school. House 6-roomed cottage, 12-bull cowshed, good yards and pig paddocks. Terms arranged. No. 628 (14, 683, 150, 742)
seed-ad-line: Winners of Gold Medal for farm seeds Masterton A. and P. Association, 1909. (8, 857, 146, 874)
auction-notice-head: Eketahuna Stock Sale. (39, 517, 125, 527)
column-6 (796, 30, 953, 1750)
bargain-terms: Easy Terms to good man. (364, 752, 432, 760)
auction-notice-head: Taratahi Stock Sale. (44, 374, 120, 384)
waikato-place: Hamilton, - - Waikato. (44, 785, 120, 795)
property-listing: 300 acres, very rich limestone land, low rolling hills, 220 acres in grass, balance light bush. Freehold. £6 10s, good terms. (959, 809, 1107, 834)
auction-notice-line: CATTLE— 8 first-class springing cows (8, 405, 114, 413)
property-listing: 1550 acres, Maori lease, 42 years to run, rent first 2 years 1s per acre, balance of term 2s per acre; nice low hills, most of which are ploughable; land consists principally of tawa, which costs 22s per acre to fell. Price £2 per acre goodwill. (959, 712, 1107, 754)
unreserved-line: LUNCHEON PROVIDED. (166, 252, 239, 260)
chennells-section-2: PROPERTIES TO LEASE. (825, 344, 924, 354)
bargain-ad (324, 647, 472, 767)
united-officers: PRINCIPAL OFFICE: WELLINGTON. N. Reid (Chairman), M. Kennedy, and R. O'Connor. JAS. S. JAMESON, Resident Secretary. (959, 404, 1107, 428)
maclean-ad (482, 52, 631, 469)
unreserved-line: ABRAHAM & WILLIAMS, LTD., have received instructions from Mr W. Russell, whose lease has expired, to sell at his farm, 1 mile from Hukanui Railway Station, as above, at 1 p.m., THE WHOLE OF HIS HERD, comprising— (166, 88, 313, 129)
auction-notice-line: AT DALGETY & CO.'S ROOMS, MASTERTON. (8, 202, 143, 210)
waikato-item: £11 per acre—237 acres of flat dairying land, nearly all ploughed and in grass; three miles from township, railway station and creamery, post office and school; 4 paddocks, house 4 rooms, bath and scullery, cow shed and yards. Terms: £760 cash; balance 5 years. No. 640 (14, 629, 150, 679)
masterton-stock-line: J. JOHNS, Auctioneer. (324, 220, 384, 228)
column-3 (320, 30, 476, 1750)
wool-location: AT LEVIN'S STORE, CHAPEL-ST. (349, 316, 447, 324)
property-listing: 200 acres, mostly all in grass, balance light bush, now in turnips; 100 acres flat, balance good easy hills, school 2 miles; creamery 2½ miles; good terms. (482, 314, 631, 339)
property-listing: 400 acres, all in grass, all fenced and subdivided by good fences, about all flat and well watered, a good five-roomed house with every convenience and suitable outbuildings; situated close to school, railway station, stores, etc. This property will carry about 3 sheep per acre. Lease for 5 years at 28s per acre. (800, 724, 949, 774)
pfa-line: ABRAHAM & WILLIAMS, LTD., Pahiatua. (166, 333, 286, 341)
pfa-head: P.F.A. Fortnightly Sale (Pahiatua). (176, 284, 304, 294)
